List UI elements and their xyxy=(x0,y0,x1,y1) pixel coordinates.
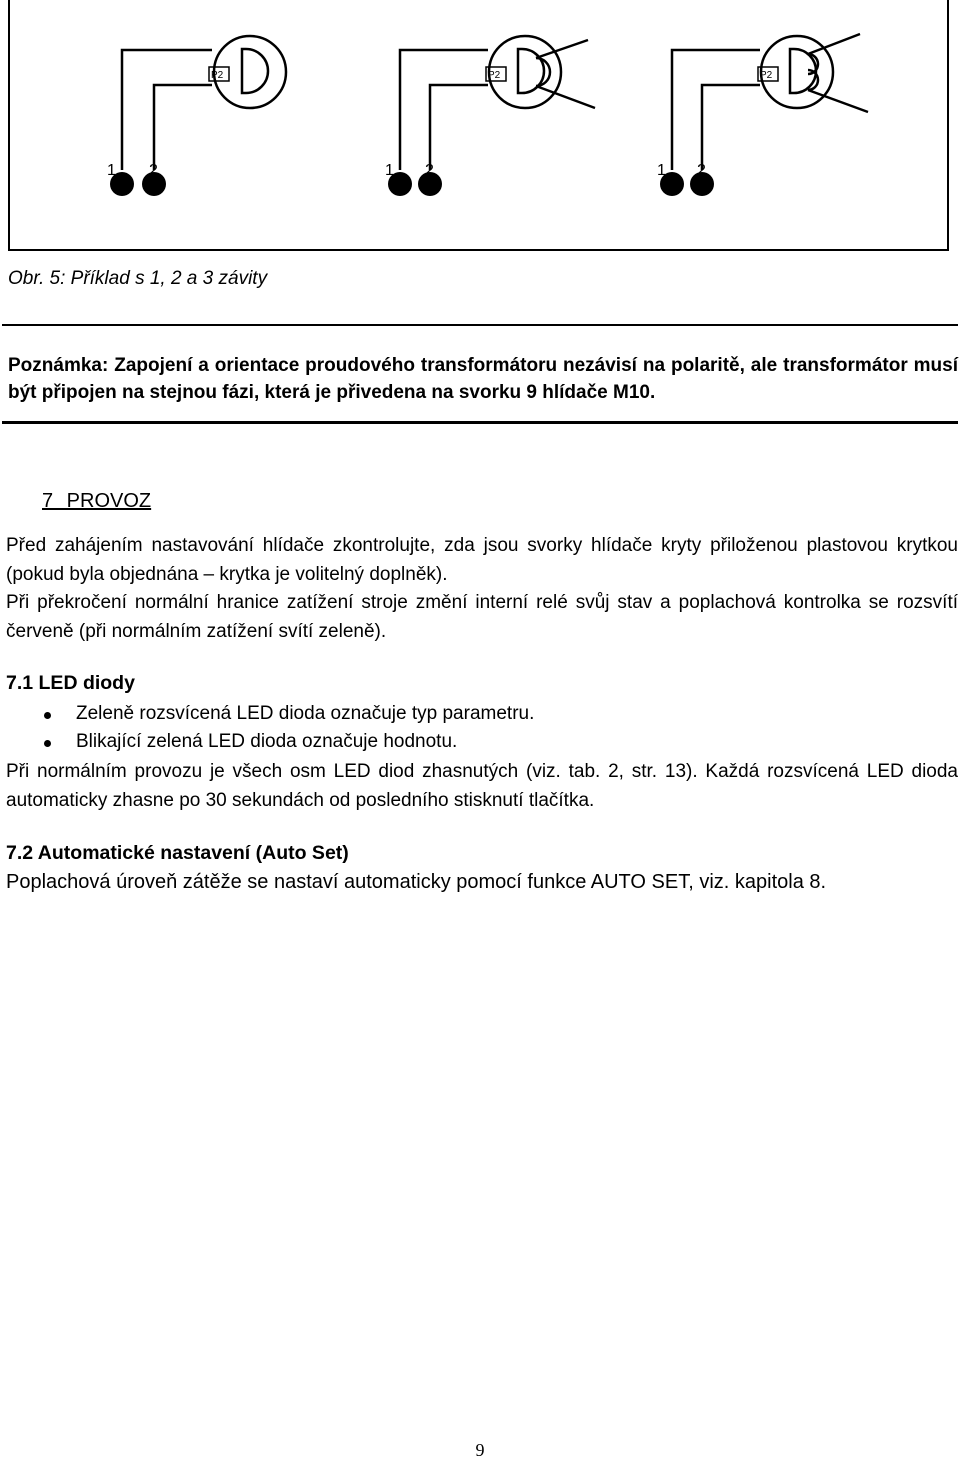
wiring-figure xyxy=(8,0,949,251)
bullet-icon xyxy=(44,712,51,719)
figure-caption: Obr. 5: Příklad s 1, 2 a 3 závity xyxy=(8,268,268,289)
paragraph: Poplachová úroveň zátěže se nastaví automaticky pomocí funkce AUTO SET, viz. kapitola 8. xyxy=(6,871,827,893)
p2-label: P2 xyxy=(760,70,773,81)
note-box xyxy=(2,324,958,424)
transformer-example-1 xyxy=(122,36,286,170)
terminal-1-label: 1 xyxy=(385,162,394,179)
list-item-text: Blikající zelená LED dioda označuje hodnotu. xyxy=(76,731,458,752)
page-number: 9 xyxy=(475,1440,485,1460)
paragraph: Při normálním provozu je všech osm LED diod zhasnutých (viz. tab. 2, str. 13). Každá rozsvícená LED dioda automaticky zhasne po 30 sekundách od posledního stisknutí tlačítka. xyxy=(6,761,958,811)
wiring-diagram xyxy=(10,0,951,251)
paragraph: Při překročení normální hranice zatížení stroje změní interní relé svůj stav a poplachová kontrolka se rozsvítí červeně (při normálním zatížení svítí zeleně). xyxy=(6,592,958,642)
note-text: Poznámka: Zapojení a orientace proudového transformátoru nezávisí na polaritě, ale transformátor musí být připojen na stejnou fázi, která je přivedena na svorku 9 hlídače M10. xyxy=(8,355,958,403)
terminal-2-label: 2 xyxy=(149,162,158,179)
terminal-1-label: 1 xyxy=(107,162,116,179)
section-heading: 7 PROVOZ xyxy=(42,490,152,512)
paragraph: Před zahájením nastavování hlídače zkontrolujte, zda jsou svorky hlídače kryty přiloženou plastovou krytkou (pokud byla objednána – krytka je volitelný doplněk). xyxy=(6,535,958,585)
p2-label: P2 xyxy=(211,70,224,81)
transformer-example-3 xyxy=(672,34,868,170)
terminal-1-label: 1 xyxy=(657,162,666,179)
terminal-2-label: 2 xyxy=(425,162,434,179)
bullet-icon xyxy=(44,740,51,747)
list-item-text: Zeleně rozsvícená LED dioda označuje typ parametru. xyxy=(76,703,535,724)
subsection-heading: 7.1 LED diody xyxy=(6,672,135,694)
p2-label: P2 xyxy=(488,70,501,81)
terminal-2-label: 2 xyxy=(697,162,706,179)
transformer-example-2 xyxy=(400,36,595,170)
subsection-heading: 7.2 Automatické nastavení (Auto Set) xyxy=(6,842,349,864)
